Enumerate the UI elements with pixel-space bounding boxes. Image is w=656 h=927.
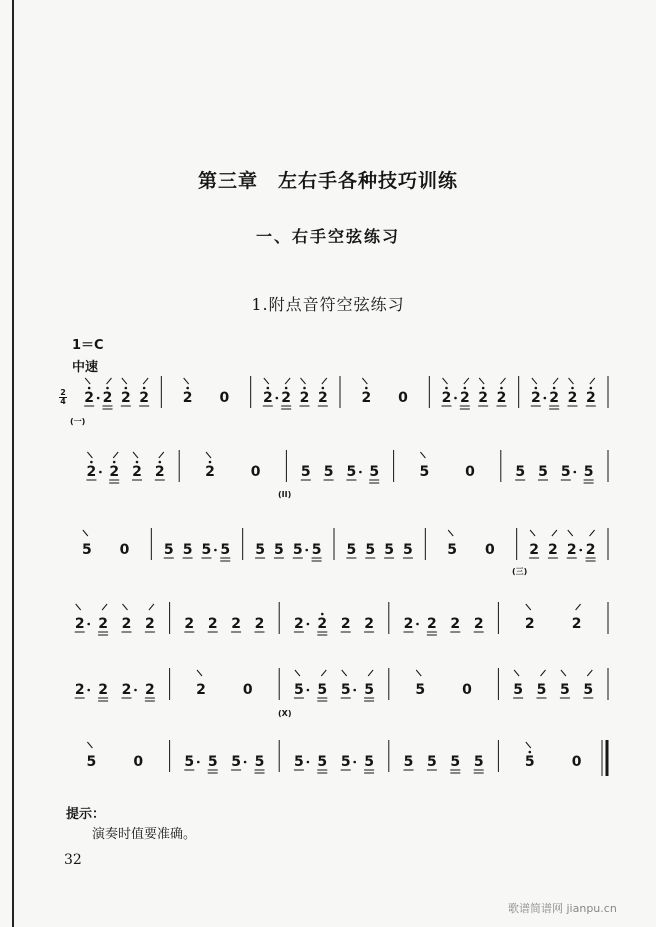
note-digit: 2 xyxy=(364,616,374,632)
note-digit: 0 xyxy=(465,464,475,480)
high-octave-dot xyxy=(500,387,503,390)
bow-down-mark xyxy=(420,452,425,458)
bow-down-mark xyxy=(133,452,138,458)
note-digit: 5 xyxy=(163,542,174,558)
augmentation-dot xyxy=(454,397,457,400)
augmentation-dot xyxy=(544,397,547,400)
note-digit: 2 xyxy=(145,616,155,632)
key-signature: 1＝C xyxy=(72,338,104,353)
bow-down-mark xyxy=(362,378,367,384)
section-label: (一) xyxy=(70,417,86,426)
augmentation-dot xyxy=(134,689,137,692)
augmentation-dot xyxy=(579,549,582,552)
subsection-title: 1.附点音符空弦练习 xyxy=(251,295,405,314)
augmentation-dot xyxy=(353,689,356,692)
bow-down-mark xyxy=(443,378,448,384)
note-digit: 2 xyxy=(361,390,372,406)
note-digit: 5 xyxy=(294,754,304,770)
high-octave-dot xyxy=(365,387,368,390)
note-digit: 5 xyxy=(369,464,380,480)
note-digit: 5 xyxy=(323,464,334,480)
note-digit: 2 xyxy=(427,616,437,632)
section-title: 一、右手空弦练习 xyxy=(255,227,400,246)
bow-down-mark xyxy=(448,530,453,536)
bow-down-mark xyxy=(342,670,347,676)
note-digit: 2 xyxy=(340,616,351,632)
note-digit: 2 xyxy=(102,390,113,406)
augmentation-dot xyxy=(305,549,308,552)
bow-up-mark xyxy=(102,604,107,610)
note-digit: 5 xyxy=(184,754,195,770)
time-signature-denominator: 4 xyxy=(60,397,66,406)
bow-up-mark xyxy=(541,670,546,676)
high-octave-dot xyxy=(125,387,128,390)
note-digit: 2 xyxy=(84,390,95,406)
bow-down-mark xyxy=(122,378,127,384)
note-digit: 5 xyxy=(274,542,284,558)
note-digit: 2 xyxy=(567,390,578,406)
note-digit: 0 xyxy=(250,464,261,480)
high-octave-dot xyxy=(143,387,146,390)
watermark-text: 歌谱简谱网 jianpu.cn xyxy=(508,902,617,915)
augmentation-dot xyxy=(416,623,419,626)
augmentation-dot xyxy=(353,761,356,764)
high-octave-dot xyxy=(322,387,325,390)
note-digit: 2 xyxy=(585,390,596,406)
note-digit: 5 xyxy=(427,754,437,770)
note-digit: 2 xyxy=(196,682,206,698)
section-label: (II) xyxy=(278,490,292,499)
note-digit: 5 xyxy=(364,682,374,698)
note-digit: 5 xyxy=(201,542,212,558)
note-digit: 0 xyxy=(462,682,472,698)
note-digit: 2 xyxy=(585,542,596,558)
note-digit: 2 xyxy=(571,616,582,632)
note-digit: 2 xyxy=(98,682,108,698)
augmentation-dot xyxy=(214,549,217,552)
note-digit: 0 xyxy=(571,754,582,770)
note-digit: 0 xyxy=(219,390,230,406)
note-digit: 5 xyxy=(473,754,484,770)
note-digit: 2 xyxy=(139,390,150,406)
note-digit: 2 xyxy=(86,464,97,480)
note-digit: 5 xyxy=(255,542,265,558)
bow-up-mark xyxy=(285,378,290,384)
bow-down-mark xyxy=(184,378,189,384)
note-digit: 2 xyxy=(74,682,85,698)
note-digit: 5 xyxy=(317,682,328,698)
note-digit: 2 xyxy=(548,542,558,558)
note-digit: 5 xyxy=(292,542,303,558)
high-octave-dot xyxy=(88,387,91,390)
bow-down-mark xyxy=(530,530,535,536)
bow-down-mark xyxy=(416,670,421,676)
bow-up-mark xyxy=(501,378,506,384)
bow-down-mark xyxy=(569,378,574,384)
bow-down-mark xyxy=(514,670,519,676)
note-digit: 2 xyxy=(459,390,470,406)
page-number: 32 xyxy=(64,852,82,868)
note-digit: 2 xyxy=(450,616,461,632)
augmentation-dot xyxy=(359,471,362,474)
section-label: (X) xyxy=(278,709,292,718)
bow-down-mark xyxy=(295,670,300,676)
note-digit: 2 xyxy=(254,616,265,632)
note-digit: 0 xyxy=(398,390,408,406)
bow-down-mark xyxy=(526,742,531,748)
note-digit: 5 xyxy=(340,682,351,698)
bow-up-mark xyxy=(552,530,557,536)
augmentation-dot xyxy=(307,689,310,692)
note-digit: 5 xyxy=(560,464,571,480)
augmentation-dot xyxy=(97,397,100,400)
augmentation-dot xyxy=(574,471,577,474)
note-digit: 5 xyxy=(81,542,92,558)
time-signature-numerator: 2 xyxy=(60,388,66,397)
note-digit: 2 xyxy=(473,616,484,632)
note-digit: 2 xyxy=(121,616,132,632)
bow-up-mark xyxy=(368,670,373,676)
note-digit: 2 xyxy=(109,464,120,480)
note-digit: 5 xyxy=(365,542,376,558)
bow-up-mark xyxy=(322,378,327,384)
note-digit: 2 xyxy=(132,464,142,480)
note-digit: 2 xyxy=(524,616,535,632)
bow-down-mark xyxy=(301,378,306,384)
note-digit: 2 xyxy=(184,616,195,632)
note-digit: 5 xyxy=(346,542,357,558)
note-digit: 5 xyxy=(419,464,430,480)
bow-up-mark xyxy=(553,378,558,384)
augmentation-dot xyxy=(244,761,247,764)
high-octave-dot xyxy=(571,387,574,390)
high-octave-dot xyxy=(590,387,593,390)
bow-down-mark xyxy=(87,452,92,458)
high-octave-dot xyxy=(136,461,139,464)
note-digit: 2 xyxy=(145,682,155,698)
note-digit: 2 xyxy=(205,464,215,480)
high-octave-dot xyxy=(106,387,109,390)
note-digit: 2 xyxy=(231,616,241,632)
bow-down-mark xyxy=(206,452,211,458)
augmentation-dot xyxy=(307,761,310,764)
note-digit: 5 xyxy=(207,754,218,770)
bow-down-mark xyxy=(568,530,573,536)
note-digit: 5 xyxy=(450,754,461,770)
high-octave-dot xyxy=(553,387,556,390)
augmentation-dot xyxy=(197,761,200,764)
note-digit: 2 xyxy=(154,464,165,480)
note-digit: 5 xyxy=(340,754,351,770)
note-digit: 5 xyxy=(300,464,311,480)
note-digit: 2 xyxy=(262,390,273,406)
bow-up-mark xyxy=(587,670,592,676)
bow-up-mark xyxy=(576,604,581,610)
high-octave-dot xyxy=(113,461,116,464)
note-digit: 2 xyxy=(529,542,539,558)
augmentation-dot xyxy=(307,623,310,626)
high-octave-dot xyxy=(285,387,288,390)
note-digit: 2 xyxy=(441,390,452,406)
bow-up-mark xyxy=(143,378,148,384)
note-digit: 5 xyxy=(220,542,231,558)
high-octave-dot xyxy=(321,613,324,616)
note-digit: 5 xyxy=(560,682,570,698)
bow-up-mark xyxy=(321,670,326,676)
bow-up-mark xyxy=(107,378,112,384)
bow-down-mark xyxy=(123,604,128,610)
bow-down-mark xyxy=(561,670,566,676)
high-octave-dot xyxy=(482,387,485,390)
note-digit: 5 xyxy=(254,754,265,770)
note-digit: 2 xyxy=(182,390,193,406)
augmentation-dot xyxy=(99,471,102,474)
bow-down-mark xyxy=(87,742,92,748)
note-digit: 2 xyxy=(478,390,489,406)
high-octave-dot xyxy=(529,751,532,754)
note-digit: 2 xyxy=(403,616,414,632)
note-digit: 2 xyxy=(549,390,560,406)
high-octave-dot xyxy=(267,387,270,390)
note-digit: 5 xyxy=(447,542,458,558)
augmentation-dot xyxy=(87,623,90,626)
note-digit: 2 xyxy=(299,390,310,406)
note-digit: 5 xyxy=(346,464,357,480)
bow-up-mark xyxy=(590,378,595,384)
high-octave-dot xyxy=(535,387,538,390)
note-digit: 0 xyxy=(133,754,144,770)
note-digit: 5 xyxy=(317,754,328,770)
note-digit: 5 xyxy=(415,682,426,698)
note-digit: 2 xyxy=(207,616,218,632)
note-digit: 2 xyxy=(294,616,304,632)
high-octave-dot xyxy=(303,387,306,390)
note-digit: 2 xyxy=(121,682,132,698)
bow-down-mark xyxy=(264,378,269,384)
note-digit: 5 xyxy=(384,542,394,558)
note-digit: 5 xyxy=(513,682,523,698)
bow-down-mark xyxy=(76,604,81,610)
bow-up-mark xyxy=(464,378,469,384)
note-digit: 2 xyxy=(281,390,292,406)
hint-text: 演奏时值要准确。 xyxy=(92,827,197,842)
note-digit: 2 xyxy=(74,616,85,632)
note-digit: 5 xyxy=(403,754,414,770)
high-octave-dot xyxy=(90,461,93,464)
bow-up-mark xyxy=(113,452,118,458)
note-digit: 2 xyxy=(98,616,108,632)
augmentation-dot xyxy=(87,689,90,692)
high-octave-dot xyxy=(464,387,467,390)
bow-down-mark xyxy=(83,530,88,536)
augmentation-dot xyxy=(276,397,279,400)
high-octave-dot xyxy=(159,461,162,464)
high-octave-dot xyxy=(209,461,212,464)
note-digit: 0 xyxy=(242,682,253,698)
note-digit: 5 xyxy=(515,464,526,480)
note-digit: 2 xyxy=(496,390,507,406)
bow-down-mark xyxy=(479,378,484,384)
note-digit: 5 xyxy=(403,542,413,558)
bow-up-mark xyxy=(159,452,164,458)
bow-up-mark xyxy=(590,530,595,536)
chapter-title: 第三章 左右手各种技巧训练 xyxy=(197,170,458,192)
note-digit: 5 xyxy=(294,682,304,698)
bow-down-mark xyxy=(526,604,531,610)
note-digit: 5 xyxy=(583,682,594,698)
section-label: (三) xyxy=(512,567,528,576)
note-digit: 2 xyxy=(530,390,541,406)
note-digit: 5 xyxy=(524,754,535,770)
note-digit: 0 xyxy=(119,542,130,558)
note-digit: 2 xyxy=(317,616,328,632)
note-digit: 2 xyxy=(317,390,328,406)
tempo-marking: 中速 xyxy=(72,360,99,375)
high-octave-dot xyxy=(186,387,189,390)
note-digit: 0 xyxy=(484,542,495,558)
note-digit: 5 xyxy=(536,682,547,698)
bow-up-mark xyxy=(149,604,154,610)
note-digit: 2 xyxy=(566,542,577,558)
note-digit: 5 xyxy=(182,542,193,558)
bow-down-mark xyxy=(85,378,90,384)
note-digit: 5 xyxy=(86,754,97,770)
bow-down-mark xyxy=(532,378,537,384)
high-octave-dot xyxy=(445,387,448,390)
note-digit: 2 xyxy=(120,390,131,406)
bow-down-mark xyxy=(197,670,202,676)
note-digit: 5 xyxy=(364,754,374,770)
note-digit: 5 xyxy=(538,464,548,480)
note-digit: 5 xyxy=(583,464,594,480)
note-digit: 5 xyxy=(231,754,241,770)
hint-label: 提示： xyxy=(66,807,106,822)
note-digit: 5 xyxy=(311,542,322,558)
